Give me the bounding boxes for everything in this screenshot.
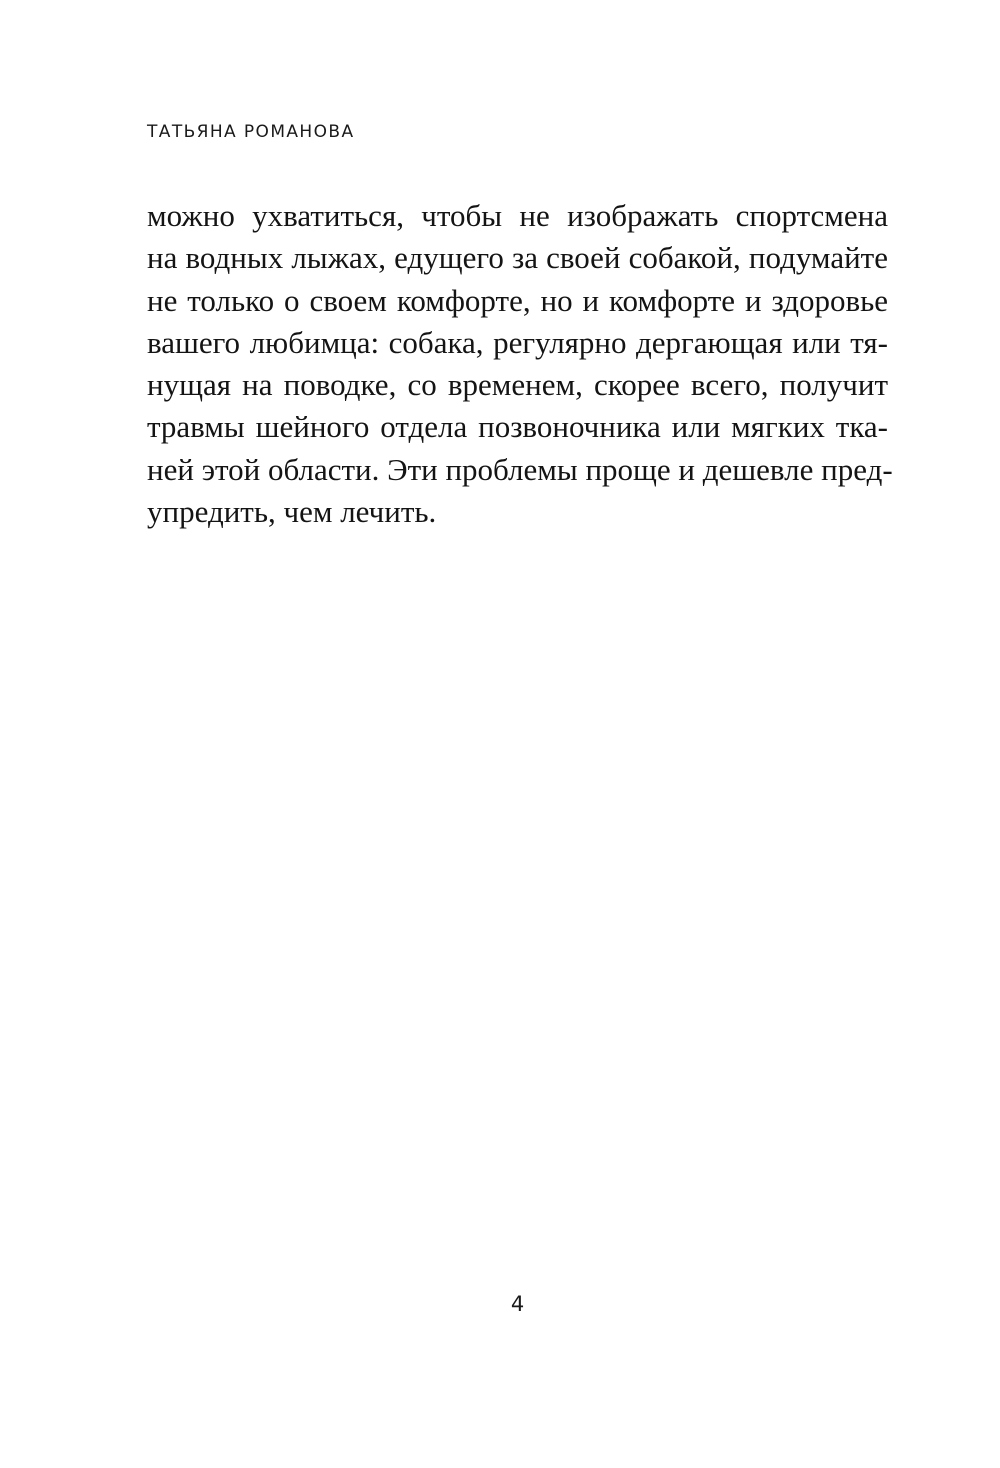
text-line: ней этой области. Эти проблемы проще и дешевле пред- — [147, 451, 893, 487]
text-line: вашего любимца: собака, регулярно дергающая или тя- — [147, 324, 888, 360]
running-header-author: ТАТЬЯНА РОМАНОВА — [147, 122, 355, 142]
text-line: не только о своем комфорте, но и комфорте и здоровье — [147, 282, 888, 318]
text-line: можно ухватиться, чтобы не изображать спортсмена — [147, 198, 888, 233]
body-paragraph — [147, 195, 893, 533]
text-line: травмы шейного отдела позвоночника или мягких тка- — [147, 409, 888, 445]
page-number: 4 — [510, 1292, 525, 1316]
text-line: нущая на поводке, со временем, скорее всего, получит — [147, 367, 888, 403]
text-line: на водных лыжах, едущего за своей собакой, подумайте — [147, 240, 888, 276]
text-line: упредить, чем лечить. — [147, 494, 437, 530]
